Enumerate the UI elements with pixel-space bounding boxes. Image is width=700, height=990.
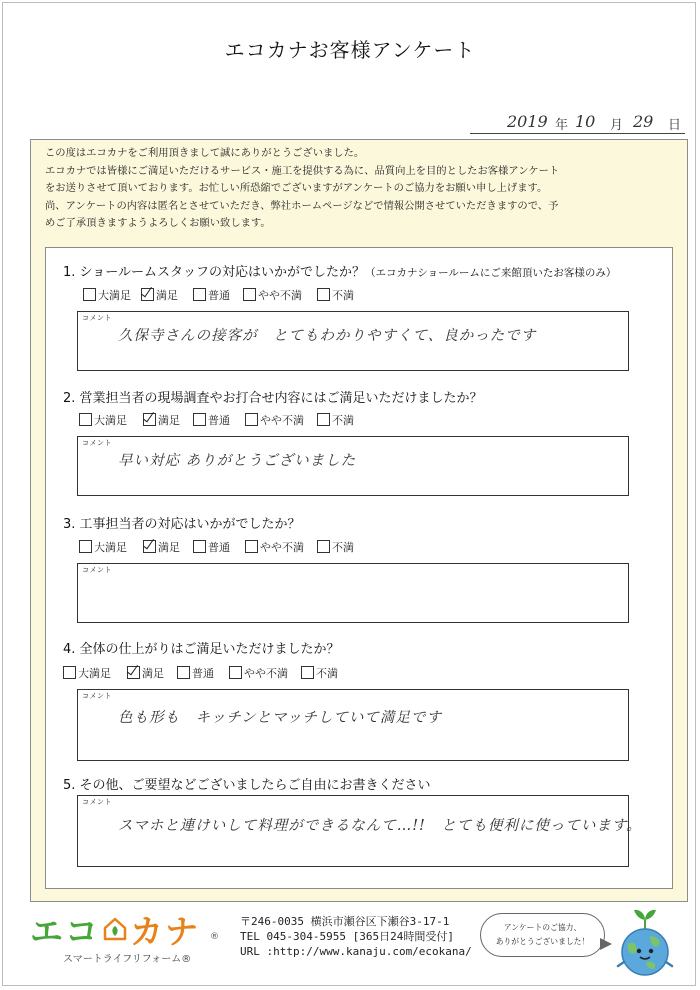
question-1-text: 1. ショールームスタッフの対応はいかがでしたか？（エコカナショールームにご来館頂いたお客様のみ）: [63, 265, 617, 280]
ecokana-logo[interactable]: [30, 910, 220, 970]
option-satisfied[interactable]: 満足: [143, 539, 180, 555]
question-1-note: （エコカナショールームにご来館頂いたお客様のみ）: [365, 267, 617, 279]
date-underline: [470, 133, 685, 134]
option-dissatisfied[interactable]: 不満: [317, 539, 354, 555]
question-3-text: 3. 工事担当者の対応はいかがでしたか？: [63, 517, 301, 532]
checkbox-icon[interactable]: [63, 666, 76, 679]
question-3-comment-box[interactable]: [77, 563, 629, 623]
question-4-comment-box[interactable]: [77, 689, 629, 761]
comment-label: コメント: [82, 439, 112, 447]
comment-label: コメント: [82, 692, 112, 700]
option-very-satisfied[interactable]: 大満足: [63, 665, 111, 681]
company-address: [240, 914, 472, 959]
intro-line: 尚、アンケートの内容は匿名とさせていただき、弊社ホームページなどで情報公開させていただきますので、予: [45, 199, 559, 212]
intro-line: めご了承頂きますようよろしくお願い致します。: [45, 217, 271, 230]
address-postal: 〒246-0035 横浜市瀬谷区下瀬谷3-17-1: [240, 915, 450, 928]
option-satisfied[interactable]: 満足: [143, 412, 180, 428]
speech-bubble-tail: [600, 938, 612, 950]
question-2-text: 2. 営業担当者の現場調査やお打合せ内容にはご満足いただけましたか？: [63, 391, 483, 406]
checkbox-icon[interactable]: [79, 413, 92, 426]
thanks-speech-bubble: [480, 913, 605, 957]
date-day: 29: [633, 112, 654, 131]
question-5-comment-box[interactable]: [77, 795, 642, 867]
checkbox-icon[interactable]: [193, 413, 206, 426]
checkbox-checked-icon[interactable]: [143, 540, 156, 553]
question-sheet: [45, 247, 673, 889]
question-2-comment-box[interactable]: [77, 436, 629, 496]
date-day-unit: 日: [668, 118, 682, 133]
survey-date: [505, 112, 685, 132]
checkbox-checked-icon[interactable]: [143, 413, 156, 426]
option-somewhat-dissatisfied[interactable]: やや不満: [229, 665, 288, 681]
option-dissatisfied[interactable]: 不満: [317, 287, 354, 303]
option-very-satisfied[interactable]: 大満足: [79, 539, 127, 555]
checkbox-icon[interactable]: [83, 288, 96, 301]
logo-wordmark: エコ カナ: [30, 912, 200, 951]
checkbox-icon[interactable]: [317, 413, 330, 426]
option-neutral[interactable]: 普通: [193, 412, 230, 428]
intro-line: この度はエコカナをご利用頂きまして誠にありがとうございました。: [45, 147, 365, 159]
checkbox-icon[interactable]: [79, 540, 92, 553]
date-year: 2019: [507, 112, 548, 131]
question-1-comment-box[interactable]: [77, 311, 629, 371]
checkbox-icon[interactable]: [245, 540, 258, 553]
checkbox-icon[interactable]: [177, 666, 190, 679]
date-month-unit: 月: [610, 118, 624, 133]
survey-panel: [30, 139, 688, 902]
checkbox-icon[interactable]: [245, 413, 258, 426]
checkbox-icon[interactable]: [193, 540, 206, 553]
checkbox-icon[interactable]: [243, 288, 256, 301]
option-dissatisfied[interactable]: 不満: [317, 412, 354, 428]
option-dissatisfied[interactable]: 不満: [301, 665, 338, 681]
question-5-text: 5. その他、ご要望などございましたらご自由にお書きください: [63, 778, 431, 793]
comment-label: コメント: [82, 566, 112, 574]
house-icon: [102, 910, 128, 950]
question-1-comment: 久保寺さんの接客が とてもわかりやすくて、良かったです: [118, 328, 537, 344]
intro-text: [45, 145, 681, 233]
bubble-line: アンケートのご協力、: [503, 923, 582, 932]
page-title: エコカナお客様アンケート: [224, 38, 476, 62]
logo-tagline: スマートライフリフォーム®: [63, 954, 192, 965]
date-year-unit: 年: [555, 118, 569, 133]
option-very-satisfied[interactable]: 大満足: [83, 287, 131, 303]
option-satisfied[interactable]: 満足: [141, 287, 178, 303]
intro-line: エコカナでは皆様にご満足いただけるサービス・施工を提供する為に、品質向上を目的としたお客様アンケート: [45, 164, 560, 177]
checkbox-icon[interactable]: [317, 540, 330, 553]
question-5-comment: スマホと連けいして料理ができるなんて…!! とても便利に使っています。: [118, 818, 642, 834]
checkbox-icon[interactable]: [193, 288, 206, 301]
comment-label: コメント: [82, 314, 112, 322]
option-satisfied[interactable]: 満足: [127, 665, 164, 681]
bubble-line: ありがとうございました！: [495, 937, 590, 946]
checkbox-icon[interactable]: [317, 288, 330, 301]
checkbox-checked-icon[interactable]: [127, 666, 140, 679]
checkbox-checked-icon[interactable]: [141, 288, 154, 301]
option-neutral[interactable]: 普通: [177, 665, 214, 681]
question-2-comment: 早い対応 ありがとうございました: [118, 453, 357, 469]
option-neutral[interactable]: 普通: [193, 287, 230, 303]
date-month: 10: [575, 112, 596, 131]
address-url[interactable]: URL :http://www.kanaju.com/ecokana/: [240, 945, 472, 958]
checkbox-icon[interactable]: [301, 666, 314, 679]
option-somewhat-dissatisfied[interactable]: やや不満: [245, 412, 304, 428]
comment-label: コメント: [82, 798, 112, 806]
checkbox-icon[interactable]: [229, 666, 242, 679]
option-somewhat-dissatisfied[interactable]: やや不満: [243, 287, 302, 303]
registered-mark: ®: [210, 932, 219, 942]
option-neutral[interactable]: 普通: [193, 539, 230, 555]
option-somewhat-dissatisfied[interactable]: やや不満: [245, 539, 304, 555]
question-4-text: 4. 全体の仕上がりはご満足いただけましたか？: [63, 642, 340, 657]
earth-mascot-icon: [612, 906, 678, 980]
intro-line: をお送りさせて頂いております。お忙しい所恐縮でございますがアンケートのご協力をお願い申し上げます。: [45, 182, 548, 195]
question-4-comment: 色も形も キッチンとマッチしていて満足です: [118, 710, 442, 726]
address-phone: TEL 045-304-5955 [365日24時間受付]: [240, 930, 454, 943]
option-very-satisfied[interactable]: 大満足: [79, 412, 127, 428]
